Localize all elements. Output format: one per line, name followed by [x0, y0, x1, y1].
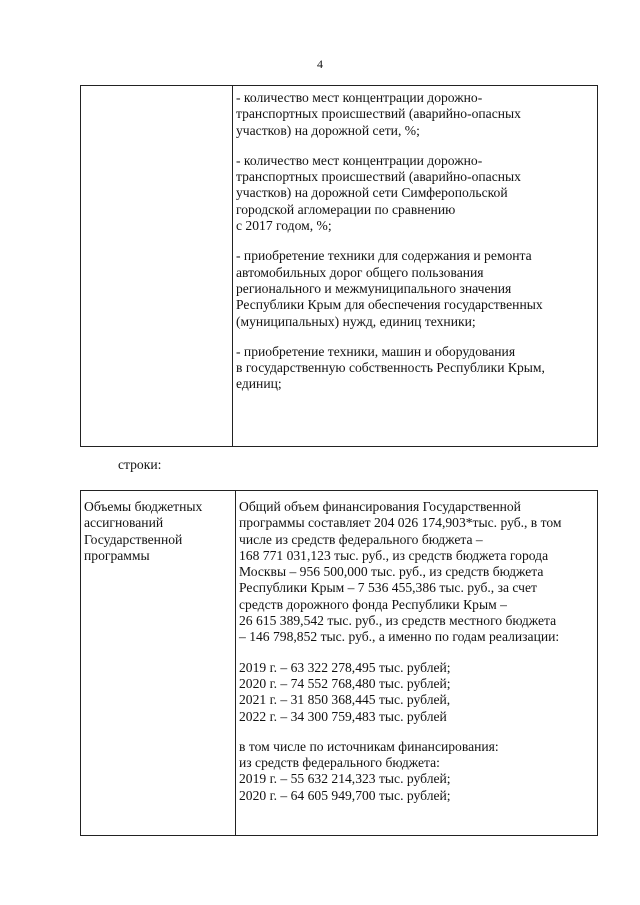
page-number: 4 [317, 57, 323, 71]
indicator-item: - количество мест концентрации дорожно- транспортных происшествий (аварийно-опасных участков) на дорожной сети Симферопольской городской агломерации по сравнению с 2017 годом, %; [236, 152, 521, 234]
budget-intro: Общий объем финансирования Государственной программы составляет 204 026 174,903*тыс. руб., в том числе из средств федерального бюджета – 168 771 031,123 тыс. руб., из средств бюджета города Москвы – 956 500,000 тыс. руб., из средств бюджета Республики Крым – 7 536 455,386 тыс. руб., за счет средств дорожного фонда Республики Крым – 26 615 389,542 тыс. руб., из средств местного бюджета – 146 798,852 тыс. руб., а именно по годам реализации: [239, 499, 562, 645]
rows-label: строки: [118, 457, 162, 472]
budget-sources: в том числе по источникам финансирования: из средств федерального бюджета: 2019 г. – 55 632 214,323 тыс. рублей; 2020 г. – 64 605 949,700 тыс. рублей; [239, 738, 499, 803]
budget-label: Объемы бюджетных ассигнований Государственной программы [84, 499, 203, 563]
left-cell-empty [81, 86, 233, 447]
indicator-item: - количество мест концентрации дорожно- транспортных происшествий (аварийно-опасных участков) на дорожной сети, %; [236, 90, 521, 138]
table-row [81, 86, 598, 447]
indicator-item: - приобретение техники, машин и оборудования в государственную собственность Республики Крым, единиц; [236, 343, 545, 392]
budget-years: 2019 г. – 63 322 278,495 тыс. рублей; 2020 г. – 74 552 768,480 тыс. рублей; 2021 г. – 31 850 368,445 тыс. рублей, 2022 г. – 34 300 759,483 тыс. рублей [239, 659, 451, 724]
indicators-table [80, 85, 598, 447]
budget-label-cell [81, 491, 236, 836]
budget-content-cell [236, 491, 598, 836]
table-row [81, 491, 598, 836]
budget-table [80, 490, 598, 836]
indicator-item: - приобретение техники для содержания и ремонта автомобильных дорог общего пользования регионального и межмуниципального значения Республики Крым для обеспечения государственных (муниципальных) нужд, единиц техники; [236, 248, 543, 329]
indicators-cell [233, 86, 598, 447]
